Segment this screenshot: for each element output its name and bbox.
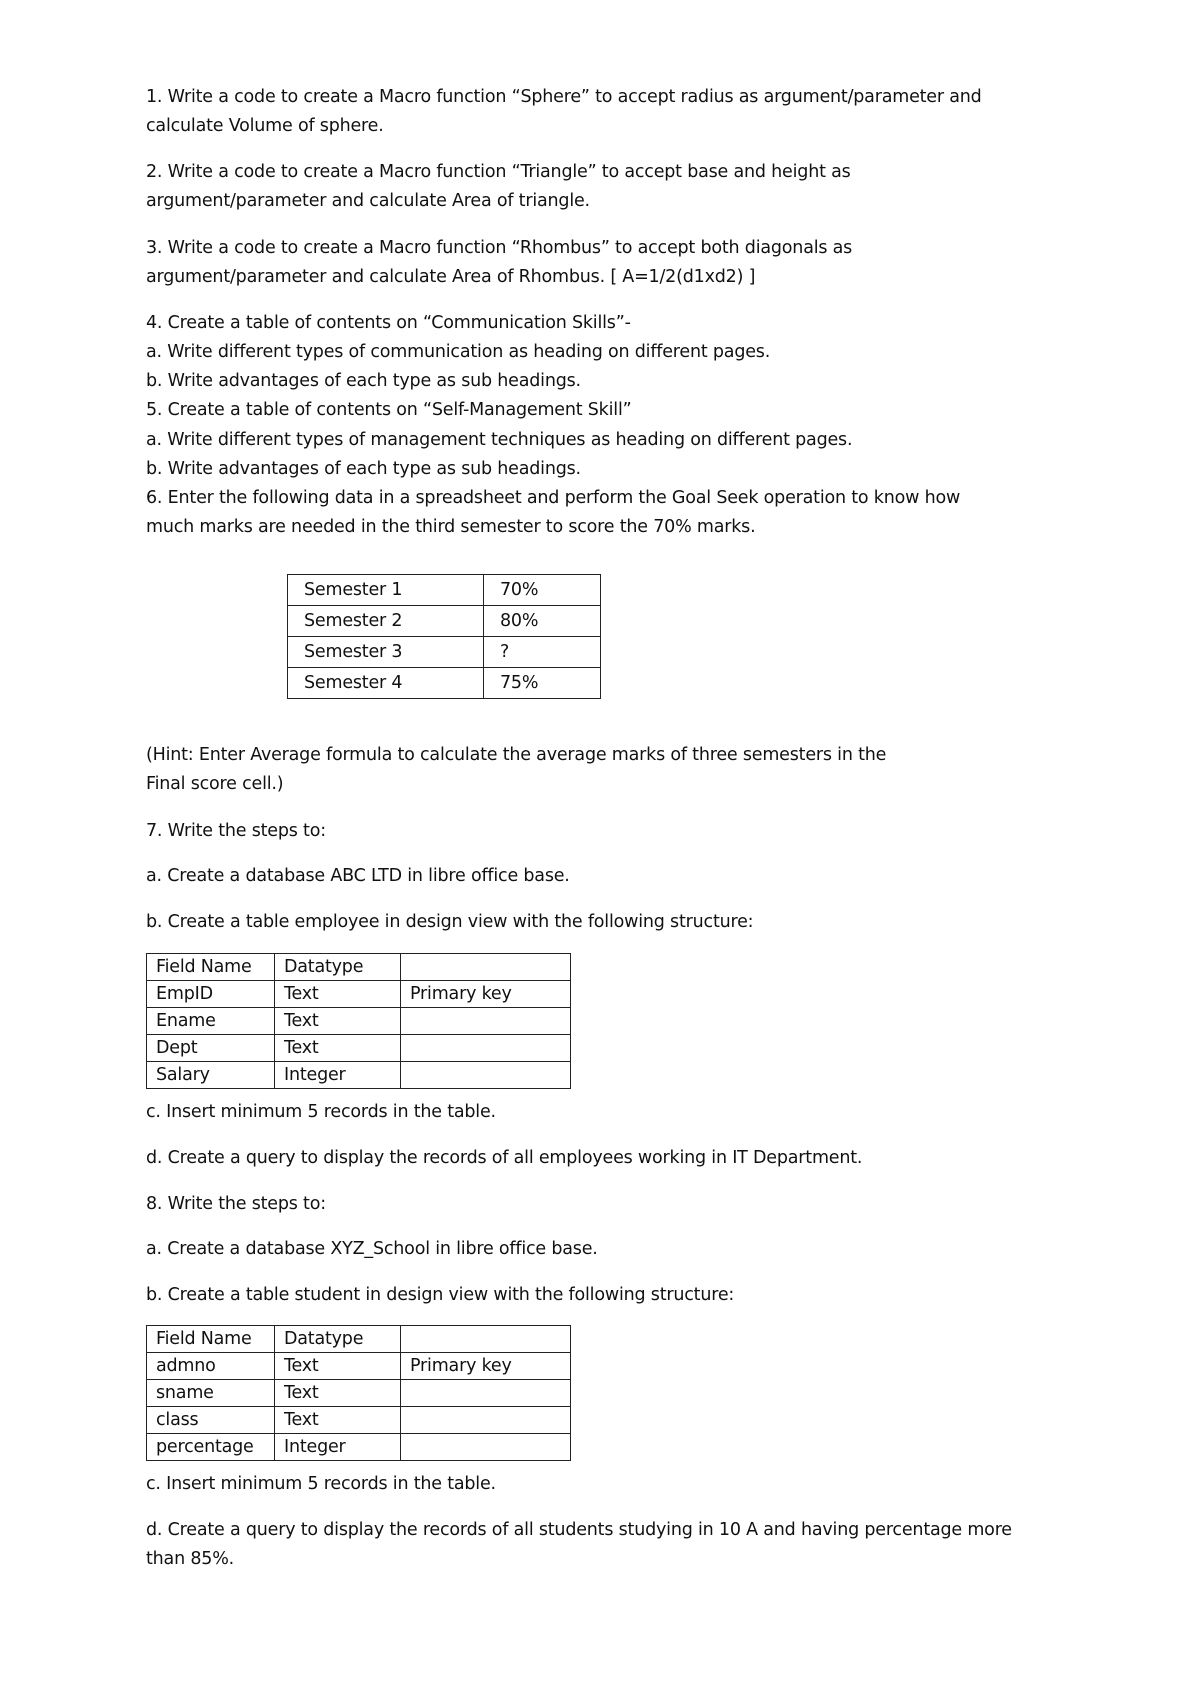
table-cell: [401, 1035, 571, 1062]
q4-line-1: 4. Create a table of contents on “Communication Skills”-: [146, 313, 631, 333]
table-cell: Ename: [147, 1008, 275, 1035]
table-cell: Semester 3: [288, 637, 484, 668]
table-cell: 80%: [484, 606, 601, 637]
table-cell: [401, 1407, 571, 1434]
table-cell: [401, 954, 571, 981]
table-cell: [401, 1380, 571, 1407]
table-cell: Text: [275, 1035, 401, 1062]
hint-line-1: (Hint: Enter Average formula to calculate the average marks of three semesters in the: [146, 745, 887, 765]
q8-line-d-cont: than 85%.: [146, 1549, 234, 1569]
table-row: [147, 1062, 571, 1089]
table-cell: Text: [275, 1380, 401, 1407]
q4-line-b: b. Write advantages of each type as sub headings.: [146, 371, 581, 391]
table-row: [147, 1326, 571, 1353]
table-cell: sname: [147, 1380, 275, 1407]
table-cell: admno: [147, 1353, 275, 1380]
table-cell: [401, 1008, 571, 1035]
hint-line-2: Final score cell.): [146, 774, 284, 794]
q8-line-b: b. Create a table student in design view with the following structure:: [146, 1285, 735, 1305]
q6-line-2: much marks are needed in the third semester to score the 70% marks.: [146, 517, 756, 537]
table-cell: Semester 1: [288, 575, 484, 606]
table-cell: Field Name: [147, 1326, 275, 1353]
q5-line-b: b. Write advantages of each type as sub headings.: [146, 459, 581, 479]
table-cell: Primary key: [401, 981, 571, 1008]
table-row: [147, 981, 571, 1008]
q3-line-1: 3. Write a code to create a Macro function “Rhombus” to accept both diagonals as: [146, 238, 853, 258]
table-row: [147, 1035, 571, 1062]
table-cell: Text: [275, 1353, 401, 1380]
table-cell: ?: [484, 637, 601, 668]
employee-table: [146, 953, 571, 1089]
table-row: [147, 1380, 571, 1407]
table-cell: Datatype: [275, 1326, 401, 1353]
q7-line-1: 7. Write the steps to:: [146, 821, 326, 841]
table-cell: Text: [275, 1008, 401, 1035]
q5-line-1: 5. Create a table of contents on “Self-Management Skill”: [146, 400, 632, 420]
table-row: [288, 637, 601, 668]
table-row: [147, 954, 571, 981]
q2-line-2: argument/parameter and calculate Area of triangle.: [146, 191, 590, 211]
q5-line-a: a. Write different types of management techniques as heading on different pages.: [146, 430, 853, 450]
table-row: [147, 1353, 571, 1380]
table-row: [147, 1434, 571, 1461]
table-row: [288, 575, 601, 606]
table-row: [288, 606, 601, 637]
table-cell: Dept: [147, 1035, 275, 1062]
table-cell: class: [147, 1407, 275, 1434]
table-cell: Salary: [147, 1062, 275, 1089]
student-table: [146, 1325, 571, 1461]
q8-line-1: 8. Write the steps to:: [146, 1194, 326, 1214]
q3-line-2: argument/parameter and calculate Area of Rhombus. [ A=1/2(d1xd2) ]: [146, 267, 756, 287]
table-cell: Semester 4: [288, 668, 484, 699]
table-cell: [401, 1062, 571, 1089]
table-row: [288, 668, 601, 699]
q4-line-a: a. Write different types of communication as heading on different pages.: [146, 342, 771, 362]
table-cell: EmpID: [147, 981, 275, 1008]
table-row: [147, 1008, 571, 1035]
table-cell: Integer: [275, 1434, 401, 1461]
table-cell: percentage: [147, 1434, 275, 1461]
table-cell: [401, 1434, 571, 1461]
table-cell: 75%: [484, 668, 601, 699]
table-cell: [401, 1326, 571, 1353]
q7-line-d: d. Create a query to display the records of all employees working in IT Department.: [146, 1148, 863, 1168]
semester-table: [287, 574, 601, 699]
table-cell: Field Name: [147, 954, 275, 981]
table-cell: Integer: [275, 1062, 401, 1089]
q7-line-b: b. Create a table employee in design view with the following structure:: [146, 912, 754, 932]
q6-line-1: 6. Enter the following data in a spreadsheet and perform the Goal Seek operation to know how: [146, 488, 961, 508]
q8-line-a: a. Create a database XYZ_School in libre office base.: [146, 1239, 598, 1259]
q7-line-c: c. Insert minimum 5 records in the table.: [146, 1102, 496, 1122]
q8-line-c: c. Insert minimum 5 records in the table.: [146, 1474, 496, 1494]
q1-line-2: calculate Volume of sphere.: [146, 116, 384, 136]
q1-line-1: 1. Write a code to create a Macro function “Sphere” to accept radius as argument/parameter and: [146, 87, 982, 107]
table-row: [147, 1407, 571, 1434]
table-cell: 70%: [484, 575, 601, 606]
table-cell: Primary key: [401, 1353, 571, 1380]
table-cell: Text: [275, 981, 401, 1008]
q8-line-d: d. Create a query to display the records of all students studying in 10 A and having percentage more: [146, 1520, 1012, 1540]
q2-line-1: 2. Write a code to create a Macro function “Triangle” to accept base and height as: [146, 162, 851, 182]
table-cell: Text: [275, 1407, 401, 1434]
table-cell: Datatype: [275, 954, 401, 981]
q7-line-a: a. Create a database ABC LTD in libre office base.: [146, 866, 570, 886]
table-cell: Semester 2: [288, 606, 484, 637]
